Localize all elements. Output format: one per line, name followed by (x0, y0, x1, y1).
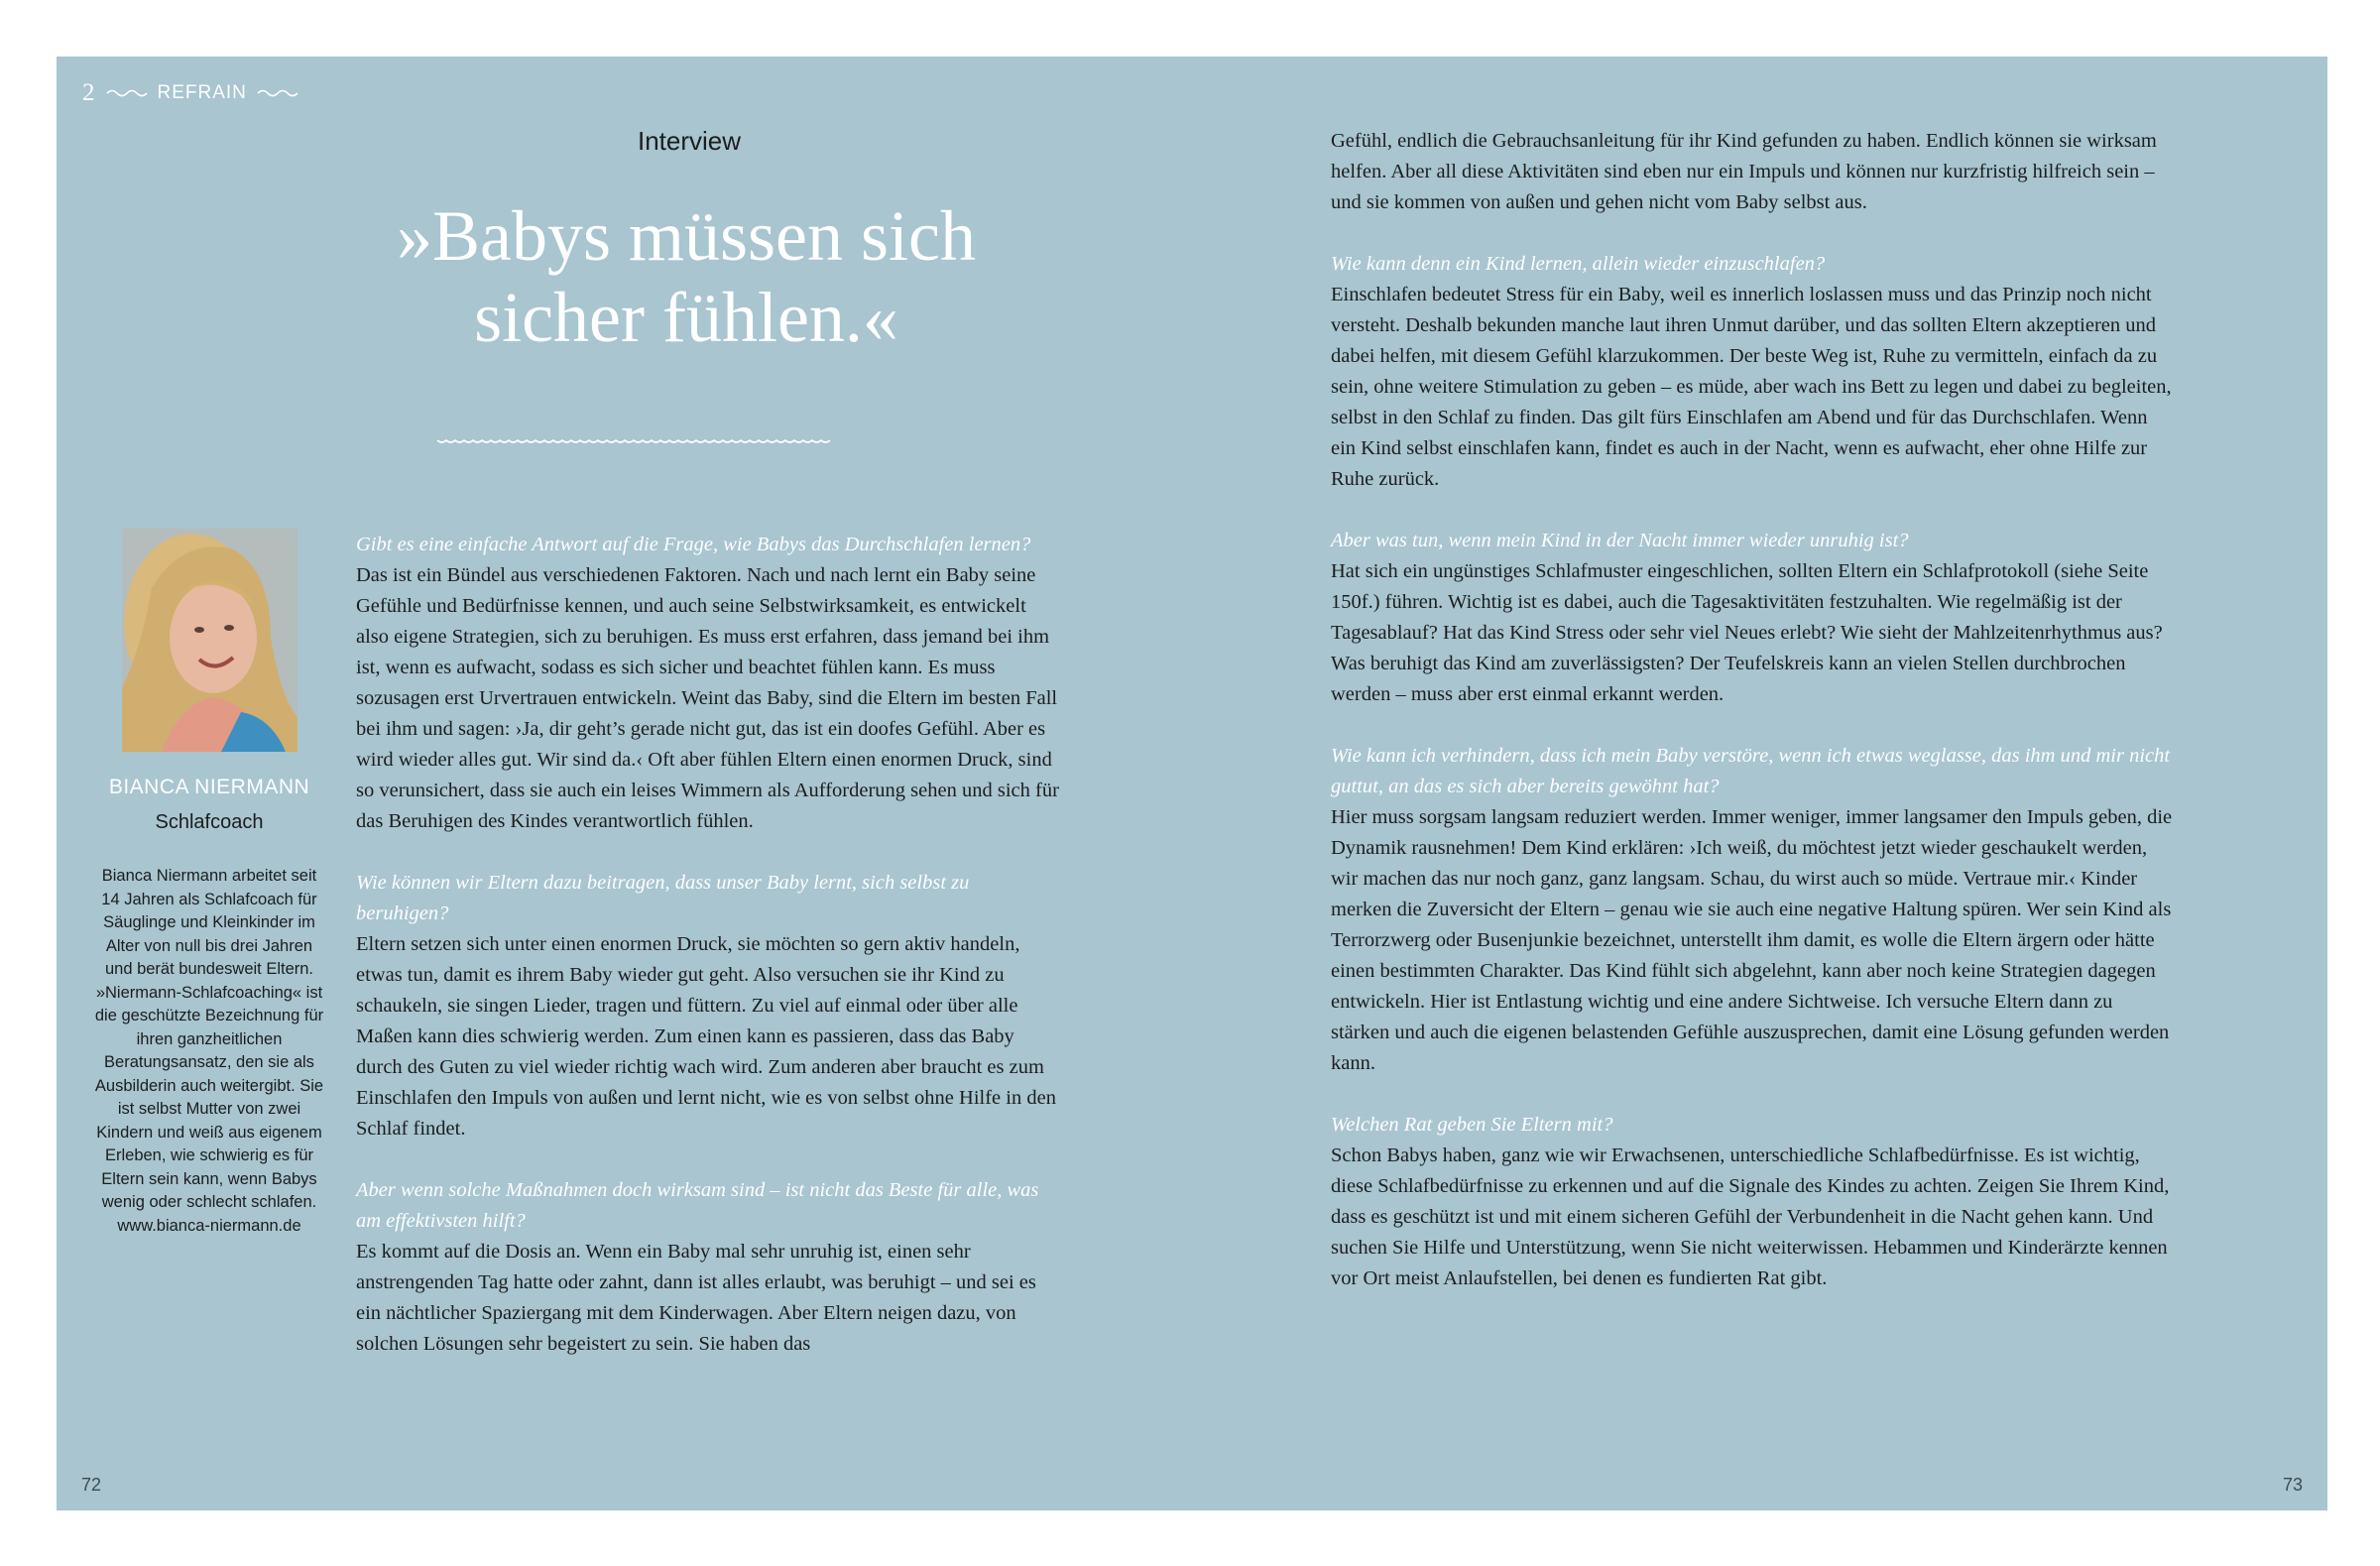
right-article-column (1331, 126, 2176, 1325)
interview-question: Aber was tun, wenn mein Kind in der Nacht immer wieder unruhig ist? (1331, 530, 1909, 551)
interview-question: Wie kann ich verhindern, dass ich mein Baby verstöre, wenn ich etwas weglasse, das ihm und mir nicht guttut, an das es sich aber bereits gewöhnt hat? (1331, 745, 2171, 797)
interview-answer: Eltern setzen sich unter einen enormen Druck, sie möchten so gern aktiv handeln, etwas tun, damit es ihrem Baby wieder gut geht. Also versuchen sie ihr Kind zu schaukeln, sie singen Lieder, tragen und füttern. Zu viel auf einmal oder über alle Maßen kann dies schwierig werden. Zum einen kann es passieren, dass das Baby durch des Guten zu viel wieder richtig wach wird. Zum anderen aber braucht es zum Einschlafen den Impuls von außen und lernt nicht, wie es von selbst ohne Hilfe in den Schlaf findet. (356, 933, 1056, 1140)
portrait-icon (122, 529, 298, 752)
headline-line-2: sicher fühlen.« (474, 278, 898, 357)
interview-question: Wie können wir Eltern dazu beitragen, dass unser Baby lernt, sich selbst zu beruhigen? (356, 872, 970, 924)
interview-question: Welchen Rat geben Sie Eltern mit? (1331, 1114, 1613, 1136)
wave-ornament-icon (257, 87, 298, 99)
wave-divider-icon (436, 433, 831, 447)
qa-block (356, 868, 1060, 1144)
interview-answer: Es kommt auf die Dosis an. Wenn ein Baby mal sehr unruhig ist, einen sehr anstrengenden Tag hatte oder zahnt, dann ist alles erlaubt, was beruhigt – und sei es ein nächtlicher Spaziergang mit dem Kinderwagen. Aber Eltern neigen dazu, von solchen Lösungen sehr begeistert zu sein. Sie haben das (356, 1241, 1036, 1355)
interview-answer: Hier muss sorgsam langsam reduziert werden. Immer weniger, immer langsamer den Impuls geben, die Dynamik rausnehmen! Dem Kind erklären: ›Ich weiß, du möchtest jetzt wieder geschaukelt werden, wir machen das nur noch ganz, ganz langsam. Schau, du wirst auch so müde. Vertraue mir.‹ Kinder merken die Zuversicht der Eltern – genau wie sie auch eine negative Haltung spüren. Wer sein Kind als Terrorzwerg oder Busenjunkie bezeichnet, unterstellt ihm damit, es wolle die Eltern ärgern oder hätte einen bestimmten Charakter. Das Kind fühlt sich abgelehnt, kann aber noch keine Strategien dagegen entwickeln. Hier ist Entlastung wichtig und eine andere Sichtweise. Ich versuche Eltern dann zu stärken und auch die eigenen belastenden Gefühle auszusprechen, damit eine Lösung gefunden werden kann. (1331, 806, 2173, 1074)
interview-answer: Einschlafen bedeutet Stress für ein Baby, weil es innerlich loslassen muss und das Prinzip noch nicht versteht. Deshalb bekunden manche laut ihren Unmut darüber, und das sollten Eltern akzeptieren und dabei helfen, mit diesem Gefühl klarzukommen. Der beste Weg ist, Ruhe zu vermitteln, einfach da zu sein, ohne weitere Stimulation zu geben – es müde, aber wach ins Bett zu legen und dabei zu begleiten, selbst in den Schlaf zu finden. Das gilt fürs Einschlafen am Abend und für das Durchschlafen. Wenn ein Kind selbst einschlafen kann, findet es auch in der Nacht, wenn es aufwacht, eher ohne Hilfe zur Ruhe zurück. (1331, 284, 2172, 490)
headline (304, 195, 1068, 358)
magazine-spread (57, 57, 2327, 1510)
page-number-right: 73 (2282, 1475, 2303, 1495)
section-label: REFRAIN (157, 82, 247, 103)
portrait-photo (122, 529, 298, 752)
bio-text: Bianca Niermann arbeitet seit 14 Jahren als Schlafcoach für Säuglinge und Kleinkinder im Alter von null bis drei Jahren und berät bundesweit Eltern. »Niermann-Schlafcoaching« ist die geschützte Bezeichnung für ihren ganzheitlichen Beratungsansatz, den sie als Ausbilderin auch weitergibt. Sie ist selbst Mutter von zwei Kindern und weiß aus eigenem Erleben, wie schwierig es für Eltern sein kann, wenn Babys wenig oder schlecht schlafen. (94, 867, 324, 1211)
interview-answer: Schon Babys haben, ganz wie wir Erwachsenen, unterschiedliche Schlafbedürfnisse. Es ist wichtig, diese Schlafbedürfnisse zu erkennen und auf die Signale des Kindes zu achten. Zeigen Sie Ihrem Kind, dass es geschützt ist und mit einem sicheren Gefühl der Verbundenheit in die Nacht gehen kann. Und suchen Sie Hilfe und Unterstützung, wenn Sie nicht weiterwissen. Hebammen und Kinderärzte kennen vor Ort meist Anlaufstellen, bei denen es fundierten Rat gibt. (1331, 1144, 2170, 1289)
qa-block (1331, 126, 2176, 218)
interview-answer: Hat sich ein ungünstiges Schlafmuster eingeschlichen, sollten Eltern ein Schlafprotokoll (siehe Seite 150f.) führen. Wichtig ist es dabei, auch die Tagesaktivitäten festzuhalten. Wie regelmäßig ist der Tagesablauf? Hat das Kind Stress oder sehr viel Neues erlebt? Wie sieht der Mahlzeitenrhythmus aus? Was beruhigt das Kind am zuverlässigsten? Der Teufelskreis kann an vielen Stellen durchbrochen werden – muss aber erst einmal erkannt werden. (1331, 560, 2163, 705)
interview-question: Wie kann denn ein Kind lernen, allein wieder einzuschlafen? (1331, 253, 1826, 275)
qa-block (1331, 526, 2176, 710)
qa-block (1331, 741, 2176, 1079)
interviewee-role: Schlafcoach (155, 811, 264, 833)
interview-question: Gibt es eine einfache Antwort auf die Frage, wie Babys das Durchschlafen lernen? (356, 534, 1031, 555)
interview-question: Aber wenn solche Maßnahmen doch wirksam sind – ist nicht das Beste für alle, was am effektivsten hilft? (356, 1179, 1039, 1232)
kicker: Interview (637, 126, 742, 156)
headline-line-1: »Babys müssen sich (397, 196, 976, 276)
chapter-number: 2 (82, 79, 96, 106)
page-number-left: 72 (81, 1475, 102, 1495)
qa-block (356, 530, 1060, 837)
qa-block (1331, 1110, 2176, 1294)
wave-ornament-icon (106, 87, 148, 99)
interview-answer: Gefühl, endlich die Gebrauchsanleitung für ihr Kind gefunden zu haben. Endlich können sie wirksam helfen. Aber all diese Aktivitäten sind eben nur ein Impuls und können nur kurzfristig hilfreich sein – und sie kommen von außen und gehen nicht vom Baby selbst aus. (1331, 130, 2157, 213)
interviewee-bio (92, 865, 326, 1238)
bio-website: www.bianca-niermann.de (117, 1216, 301, 1235)
qa-block (1331, 249, 2176, 495)
interviewee-name: BIANCA NIERMANN (108, 776, 310, 798)
running-header (82, 79, 298, 107)
left-article-column (356, 530, 1060, 1390)
interview-answer: Das ist ein Bündel aus verschiedenen Faktoren. Nach und nach lernt ein Baby seine Gefühle und Bedürfnisse kennen, und auch seine Selbstwirksamkeit, es entwickelt also eigene Strategien, sich zu beruhigen. Es muss erst erfahren, dass jemand bei ihm ist, wenn es aufwacht, sodass es sich sicher und beachtet fühlen kann. Es muss sozusagen erst Urvertrauen entwickeln. Weint das Baby, sind die Eltern im besten Fall bei ihm und sagen: ›Ja, dir geht’s gerade nicht gut, das ist ein doofes Gefühl. Aber es wird wieder alles gut. Wir sind da.‹ Oft aber fühlen Eltern einen enormen Druck, sind so verunsichert, dass sie auch ein leises Wimmern als Aufforderung sehen und sich für das Beruhigen des Kindes verantwortlich fühlen. (356, 564, 1059, 832)
qa-block (356, 1175, 1060, 1360)
